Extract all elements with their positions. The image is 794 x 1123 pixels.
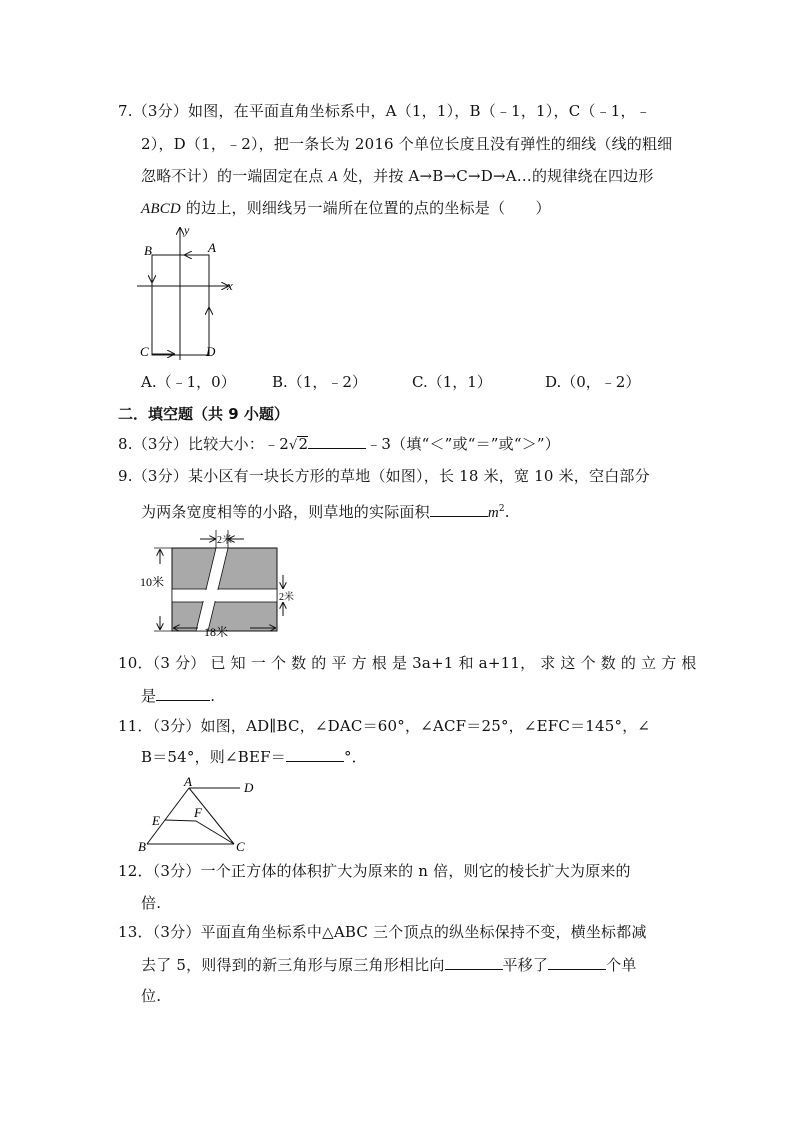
q7-point: A — [328, 169, 338, 185]
label-top-road: 2米 — [217, 535, 232, 546]
q11-answer-blank[interactable] — [286, 747, 344, 762]
q9-period: . — [504, 503, 510, 521]
q11-line1: 11．（3分）如图，AD∥BC，∠DAC＝60°，∠ACF＝25°，∠EFC＝145°，∠ — [118, 717, 651, 735]
q7-option-c[interactable]: C.（1，1） — [412, 373, 492, 391]
q10-answer-blank[interactable] — [156, 686, 210, 701]
q8-line: 8.（3分）比较大小：﹣2√2 ﹣3（填“＜”或“＝”或“＞”） — [118, 435, 560, 453]
label-length: 18米 — [204, 625, 229, 639]
q13-line2 — [141, 955, 637, 975]
q9-line1: 9.（3分）某小区有一块长方形的草地（如图），长 18 米，宽 10 米，空白部分 — [118, 467, 650, 485]
q11-text: °． — [343, 748, 367, 766]
q10-line2 — [141, 686, 215, 706]
label-b: B — [138, 839, 146, 854]
q12-line1: 12．（3分）一个正方体的体积扩大为原来的 n 倍，则它的棱长扩大为原来的 — [118, 862, 631, 880]
q12-line2: 倍. — [141, 894, 162, 912]
label-b: B — [144, 243, 152, 258]
q7-line2: 2），D（1，﹣2），把一条长为 2016 个单位长度且没有弹性的细线（线的粗细 — [141, 135, 673, 153]
q9-line2 — [141, 499, 510, 523]
q10-period: . — [210, 687, 216, 705]
q9-unit-exponent: 2 — [498, 504, 505, 514]
label-a: A — [184, 774, 192, 789]
q13-text: 平移了 — [502, 956, 549, 974]
label-right-road: 2米 — [279, 592, 294, 603]
q8-answer-blank[interactable] — [308, 434, 366, 449]
q7-shape: ABCD — [141, 201, 181, 217]
q9-answer-blank[interactable] — [430, 502, 488, 517]
q7-line1 — [118, 101, 651, 121]
label-e: E — [152, 813, 160, 828]
q13-line1: 13．（3分）平面直角坐标系中△ABC 三个顶点的纵坐标保持不变，横坐标都减 — [118, 923, 647, 941]
q7-coordinate-figure — [130, 222, 240, 364]
road-crossing — [173, 590, 276, 601]
label-f: F — [194, 805, 202, 820]
q7-coords: A（1，1），B（﹣1，1），C（﹣1，﹣ — [385, 102, 651, 120]
label-width: 10米 — [140, 575, 165, 589]
segment-fc — [196, 821, 234, 844]
label-y: y — [184, 223, 190, 237]
label-x: x — [227, 278, 233, 293]
label-d: D — [244, 780, 254, 795]
q9-lawn-figure — [138, 528, 308, 640]
q7-text: 忽略不计）的一端固定在点 — [141, 167, 329, 185]
label-d: D — [206, 344, 216, 359]
q10-text: 是 — [141, 687, 157, 705]
segment-ef — [165, 820, 196, 821]
q7-option-a[interactable]: A.（﹣1，0） — [141, 373, 236, 391]
section-header: 二．填空题（共 9 小题） — [118, 405, 289, 423]
q9-unit: m — [487, 505, 499, 521]
label-c: C — [236, 839, 245, 854]
q10-line1: 10．（3 分） 已 知 一 个 数 的 平 方 根 是 3a+1 和 a+11， 求 这 个 数 的 立 方 根 — [118, 654, 697, 672]
q7-line4 — [141, 198, 551, 219]
q8-text: ﹣3（填“＜”或“＝”或“＞”） — [366, 435, 560, 453]
q9-text: 为两条宽度相等的小路，则草地的实际面积 — [141, 503, 430, 521]
label-a: A — [208, 240, 216, 255]
q11-triangle-figure — [134, 774, 264, 854]
label-c: C — [140, 344, 149, 359]
q13-text: 去了 5，则得到的新三角形与原三角形相比向 — [141, 956, 445, 974]
q13-distance-blank[interactable] — [548, 955, 606, 970]
q13-line3: 位. — [141, 987, 162, 1005]
q11-line2 — [141, 747, 367, 767]
q7-text: 处，并按 A→B→C→D→A…的规律绕在四边形 — [337, 167, 654, 185]
q7-text: 的边上，则细线另一端所在位置的点的坐标是（ ） — [180, 199, 551, 217]
q8-radicand: 2 — [298, 435, 309, 453]
q7-line3 — [141, 166, 654, 187]
q13-direction-blank[interactable] — [445, 955, 503, 970]
q7-option-b[interactable]: B.（1，﹣2） — [272, 373, 367, 391]
q8-text: 8.（3分）比较大小：﹣2 — [118, 435, 289, 453]
q13-text: 个单 — [606, 956, 637, 974]
q11-text: B＝54°，则∠BEF＝ — [141, 748, 286, 766]
q7-text: 7.（3分）如图，在平面直角坐标系中， — [118, 102, 386, 120]
q7-option-d[interactable]: D.（0，﹣2） — [545, 373, 641, 391]
